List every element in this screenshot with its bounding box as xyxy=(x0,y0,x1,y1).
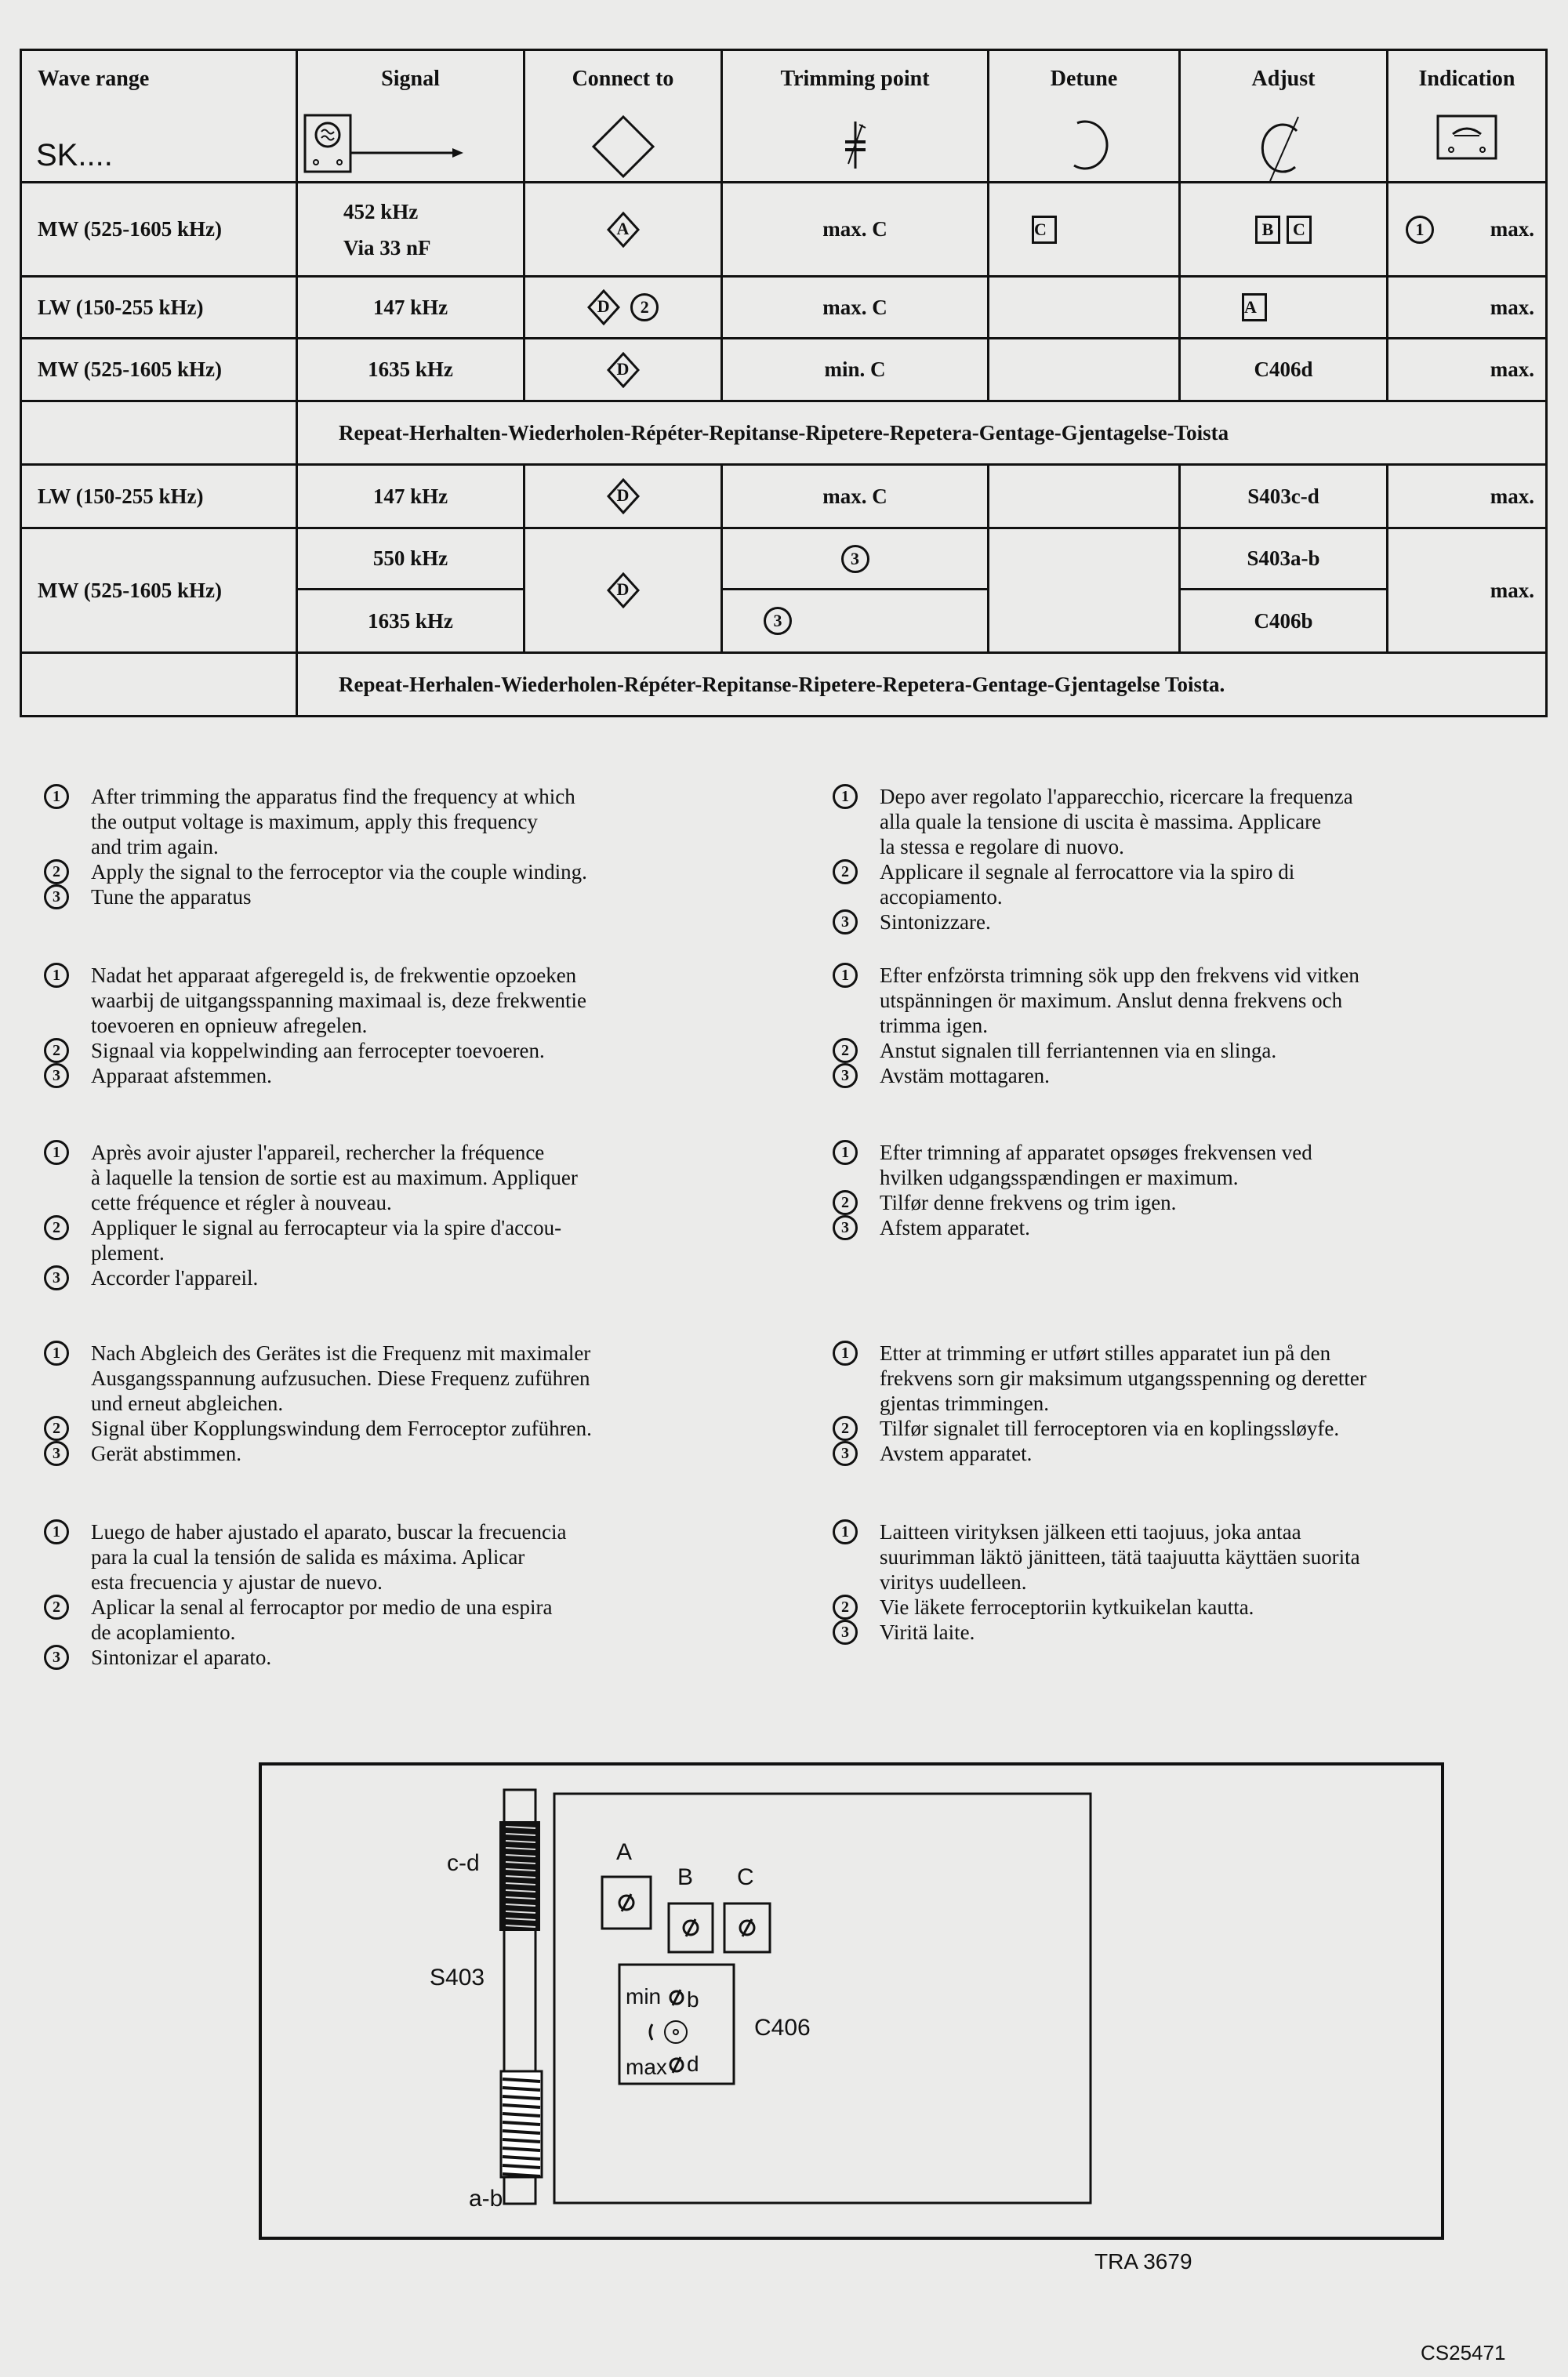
trimming-cell: max. C xyxy=(722,465,989,528)
drawing-reference: TRA 3679 xyxy=(1094,2249,1192,2274)
circled-number: 2 xyxy=(833,1038,858,1063)
circled-number: 1 xyxy=(833,1519,858,1544)
note-text: Sintonizzare. xyxy=(880,910,991,934)
wave-range-cell: MW (525-1605 kHz) xyxy=(21,528,297,653)
circled-number: 1 xyxy=(44,1341,69,1366)
wave-range-cell: MW (525-1605 kHz) xyxy=(21,183,297,277)
note-text: Nadat het apparaat afgeregeld is, de frekwentie opzoeken waarbij de uitgangsspanning maximaal is, deze frekwentie toevoeren en opnieuw afregelen. xyxy=(91,964,587,1037)
adjust-cell: C406b xyxy=(1180,590,1388,653)
note-text: Applicare il segnale al ferrocattore via la spiro di accopiamento. xyxy=(880,860,1295,909)
point-letter: D xyxy=(597,296,610,316)
circled-number: 3 xyxy=(764,607,792,635)
sk-label: SK.... xyxy=(36,138,113,172)
circled-number: 3 xyxy=(833,1441,858,1466)
signal-cell: 1635 kHz xyxy=(297,339,524,401)
label-b: B xyxy=(677,1864,694,1890)
circled-number: 1 xyxy=(833,784,858,809)
note-text: Accorder l'appareil. xyxy=(91,1266,259,1290)
note-text: Vie läkete ferroceptoriin kytkuikelan kautta. xyxy=(880,1595,1254,1619)
circled-number: 2 xyxy=(44,859,69,884)
label-a-b: a-b xyxy=(469,2186,503,2212)
label-min: min xyxy=(626,1984,662,2009)
circled-number: 1 xyxy=(833,1341,858,1366)
note-text: Aplicar la senal al ferrocaptor por medio de una espira de acoplamiento. xyxy=(91,1595,553,1644)
circled-number: 3 xyxy=(44,884,69,909)
note-text: Laitteen virityksen jälkeen etti taojuus, joka antaa suurimman läktö jänitteen, tätä taajuutta käyttäen suorita viritys uudelleen. xyxy=(880,1520,1360,1594)
signal-frequency: 452 kHz xyxy=(343,199,419,223)
label-b-point: b xyxy=(687,1987,699,2012)
circled-number: 3 xyxy=(833,1620,858,1645)
signal-coupling: Via 33 nF xyxy=(343,235,431,259)
circled-number: 2 xyxy=(630,293,659,321)
label-a: A xyxy=(616,1839,633,1865)
point-letter: A xyxy=(616,218,630,238)
note-text: Nach Abgleich des Gerätes ist die Frequenz mit maximaler Ausgangsspannung aufzusuchen. Diese Frequenz zuführen und erneut abgleichen. xyxy=(91,1341,591,1415)
signal-cell: 147 kHz xyxy=(297,277,524,339)
note-text: Sintonizar el aparato. xyxy=(91,1646,272,1669)
signal-cell: 1635 kHz xyxy=(297,590,524,653)
label-d-point: d xyxy=(687,2052,699,2076)
note-text: Après avoir ajuster l'appareil, rechercher la fréquence à laquelle la tension de sortie est au maximum. Appliquer cette fréquence et régler à nouveau. xyxy=(91,1141,578,1214)
header-label: Indication xyxy=(1418,67,1515,91)
circled-number: 1 xyxy=(44,1140,69,1165)
circled-number: 3 xyxy=(44,1645,69,1670)
circled-number: 1 xyxy=(833,1140,858,1165)
boxed-letter: C xyxy=(1032,216,1057,244)
circled-number: 1 xyxy=(44,1519,69,1544)
note-text: Tune the apparatus xyxy=(91,885,252,909)
note-text: Efter enfzörsta trimning sök upp den frekvens vid vitken utspänningen ör maximum. Anslut denna frekvens och trimma igen. xyxy=(880,964,1359,1037)
signal-cell: 147 kHz xyxy=(297,465,524,528)
label-c: C xyxy=(737,1864,754,1890)
circled-number: 1 xyxy=(44,963,69,988)
signal-cell: 550 kHz xyxy=(297,528,524,590)
indication-cell: max. xyxy=(1388,528,1547,653)
label-c406: C406 xyxy=(754,2015,811,2041)
adjust-cell: C406d xyxy=(1180,339,1388,401)
header-label: Trimming point xyxy=(780,67,930,91)
circled-number: 2 xyxy=(44,1215,69,1240)
note-text: Luego de haber ajustado el aparato, buscar la frecuencia para la cual la tensión de salida es máxima. Aplicar esta frecuencia y ajustar de nuevo. xyxy=(91,1520,567,1594)
circled-number: 2 xyxy=(833,1416,858,1441)
note-text: Afstem apparatet. xyxy=(880,1216,1030,1239)
circled-number: 2 xyxy=(44,1595,69,1620)
note-text: Anstut signalen till ferriantennen via en slinga. xyxy=(880,1039,1277,1062)
circled-number: 2 xyxy=(44,1038,69,1063)
indication-cell: max. xyxy=(1388,277,1547,339)
label-c-d: c-d xyxy=(447,1850,480,1876)
header-label: Signal xyxy=(381,67,440,91)
circled-number: 1 xyxy=(833,963,858,988)
note-text: Signaal via koppelwinding aan ferrocepter toevoeren. xyxy=(91,1039,545,1062)
note-text: Apparaat afstemmen. xyxy=(91,1064,272,1087)
adjust-cell: S403a-b xyxy=(1180,528,1388,590)
circled-number: 3 xyxy=(833,1215,858,1240)
label-s403: S403 xyxy=(430,1965,485,1991)
circled-number: 3 xyxy=(833,909,858,934)
circled-number: 3 xyxy=(44,1063,69,1088)
diagram-frame xyxy=(260,1764,1443,2238)
note-text: Gerät abstimmen. xyxy=(91,1442,241,1465)
header-label: Adjust xyxy=(1251,67,1316,91)
circled-number: 3 xyxy=(44,1441,69,1466)
circled-number: 2 xyxy=(833,859,858,884)
note-text: Etter at trimming er utført stilles apparatet iun på den frekvens sorn gir maksimum utgangsspenning og deretter gjentas trimmingen. xyxy=(880,1341,1367,1415)
circled-number: 2 xyxy=(44,1416,69,1441)
note-text: Tilfør signalet till ferroceptoren via en koplingssløyfe. xyxy=(880,1417,1340,1440)
repeat-text: Repeat-Herhalen-Wiederholen-Répéter-Repitanse-Ripetere-Repetera-Gentage-Gjentagelse Toista. xyxy=(297,653,1547,717)
boxed-letter: C xyxy=(1287,216,1312,244)
wave-range-cell: LW (150-255 kHz) xyxy=(21,277,297,339)
note-text: Avstäm mottagaren. xyxy=(880,1064,1050,1087)
circled-number: 1 xyxy=(1406,216,1434,244)
indication-cell: max. xyxy=(1388,465,1547,528)
circled-number: 2 xyxy=(833,1190,858,1215)
circled-number: 1 xyxy=(44,784,69,809)
wave-range-cell: MW (525-1605 kHz) xyxy=(21,339,297,401)
point-letter: D xyxy=(616,485,630,505)
note-text: Signal über Kopplungswindung dem Ferroceptor zuführen. xyxy=(91,1417,592,1440)
boxed-letter: B xyxy=(1255,216,1280,244)
indication-value: max. xyxy=(1490,217,1534,241)
label-max: max xyxy=(626,2055,667,2079)
note-text: Appliquer le signal au ferrocapteur via la spire d'accou- plement. xyxy=(91,1216,562,1265)
indication-cell: max. xyxy=(1388,339,1547,401)
repeat-text: Repeat-Herhalten-Wiederholen-Répéter-Repitanse-Ripetere-Repetera-Gentage-Gjentagelse-Toista xyxy=(297,401,1547,465)
point-letter: D xyxy=(616,358,630,379)
adjust-cell: S403c-d xyxy=(1180,465,1388,528)
circled-number: 3 xyxy=(833,1063,858,1088)
trimming-cell: max. C xyxy=(722,183,989,277)
header-label: Detune xyxy=(1050,67,1118,91)
trimming-cell: min. C xyxy=(722,339,989,401)
note-text: Depo aver regolato l'apparecchio, ricercare la frequenza alla quale la tensione di uscita è massima. Applicare la stessa e regolare di nuovo. xyxy=(880,785,1353,858)
document-code: CS25471 xyxy=(1421,2341,1506,2364)
note-text: After trimming the apparatus find the frequency at which the output voltage is maximum, apply this frequency and trim again. xyxy=(91,785,575,858)
note-text: Avstem apparatet. xyxy=(880,1442,1033,1465)
trimming-cell: max. C xyxy=(722,277,989,339)
circled-number: 3 xyxy=(841,545,869,573)
wave-range-cell: LW (150-255 kHz) xyxy=(21,465,297,528)
note-text: Viritä laite. xyxy=(880,1620,975,1644)
circled-number: 3 xyxy=(44,1265,69,1290)
point-letter: D xyxy=(616,579,630,599)
note-text: Efter trimning af apparatet opsøges frekvensen ved hvilken udgangsspændingen er maximum. xyxy=(880,1141,1312,1189)
header-label: Connect to xyxy=(572,67,674,91)
header-label: Wave range xyxy=(38,67,150,91)
note-text: Apply the signal to the ferroceptor via the couple winding. xyxy=(91,860,587,884)
boxed-letter: A xyxy=(1242,293,1267,321)
note-text: Tilfør denne frekvens og trim igen. xyxy=(880,1191,1177,1214)
circled-number: 2 xyxy=(833,1595,858,1620)
